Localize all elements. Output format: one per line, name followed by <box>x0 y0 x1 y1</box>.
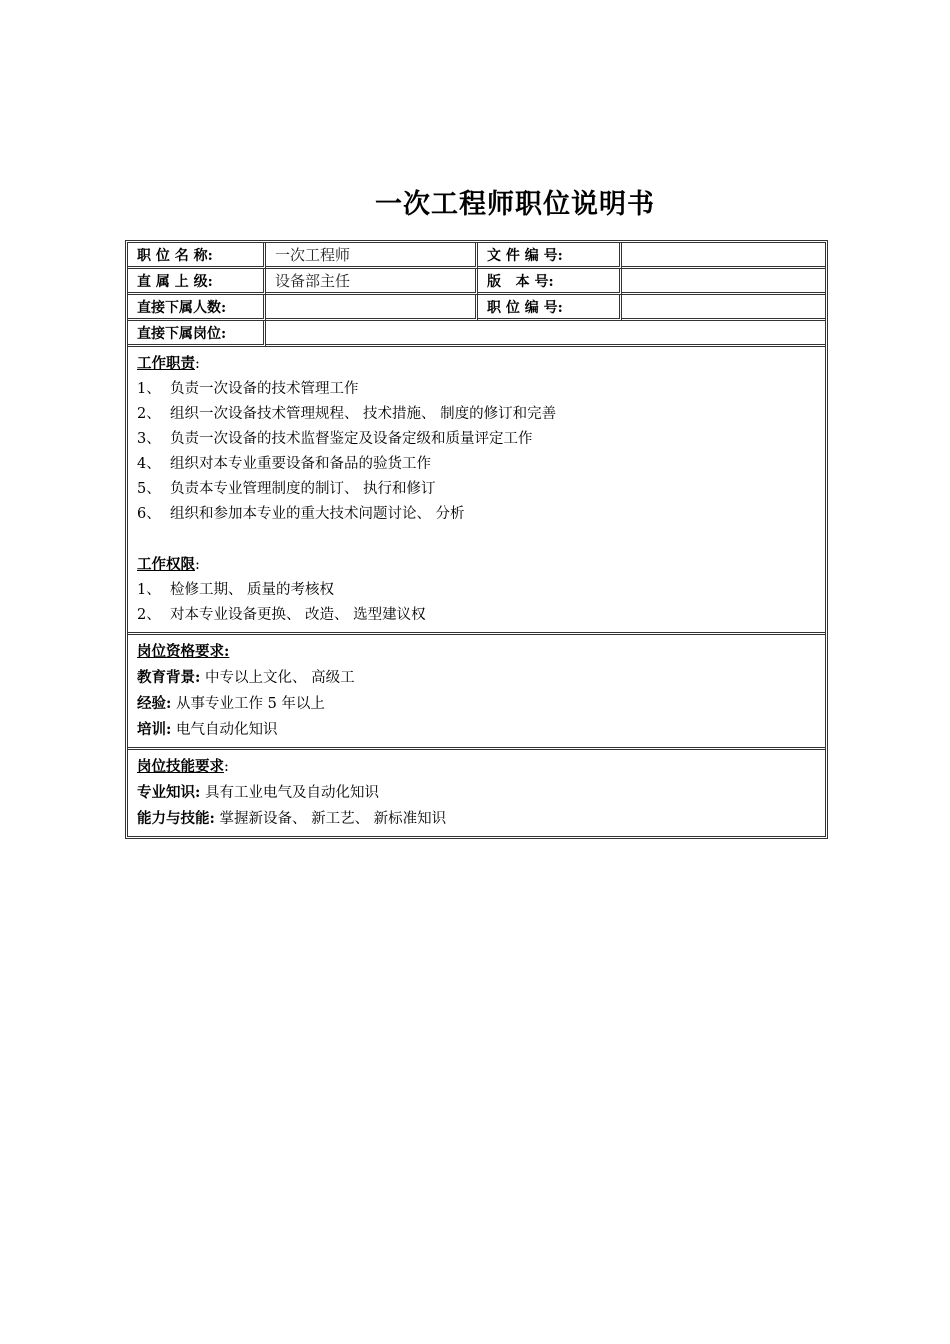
version-value <box>622 269 825 295</box>
training-row: 培训: 电气自动化知识 <box>137 721 278 738</box>
document-title: 一次工程师职位说明书 <box>375 189 655 220</box>
position-no-value <box>622 295 825 321</box>
duty-item: 4、 组织对本专业重要设备和备品的验货工作 <box>137 456 431 472</box>
knowledge-row: 专业知识: 具有工业电气及自动化知识 <box>137 784 379 801</box>
duty-item: 5、 负责本专业管理制度的制订、 执行和修订 <box>137 481 436 497</box>
authority-item: 1、 检修工期、 质量的考核权 <box>137 582 335 598</box>
duty-item: 6、 组织和参加本专业的重大技术问题讨论、 分析 <box>137 506 465 522</box>
subordinate-positions-value <box>266 321 825 347</box>
duty-item: 3、 负责一次设备的技术监督鉴定及设备定级和质量评定工作 <box>137 431 533 447</box>
skills-section <box>128 750 825 836</box>
version-label: 版 本 号: <box>478 269 622 295</box>
education-row: 教育背景: 中专以上文化、 高级工 <box>137 669 355 686</box>
experience-row: 经验: 从事专业工作 5 年以上 <box>137 695 325 712</box>
duties-authority-section <box>128 347 825 635</box>
subordinate-count-value <box>266 295 478 321</box>
authority-item: 2、 对本专业设备更换、 改造、 选型建议权 <box>137 607 426 623</box>
qualification-heading: 岗位资格要求: <box>137 643 230 660</box>
authority-heading: 工作权限: <box>137 556 200 573</box>
position-no-label: 职 位 编 号: <box>478 295 622 321</box>
ability-row: 能力与技能: 掌握新设备、 新工艺、 新标准知识 <box>137 810 447 827</box>
subordinate-count-label: 直接下属人数: <box>128 295 266 321</box>
superior-label: 直 属 上 级: <box>128 269 266 295</box>
job-description-table <box>125 240 828 839</box>
position-name-label: 职 位 名 称: <box>128 243 266 269</box>
duty-item: 2、 组织一次设备技术管理规程、 技术措施、 制度的修订和完善 <box>137 406 557 422</box>
duty-item: 1、 负责一次设备的技术管理工作 <box>137 381 359 397</box>
file-no-label: 文 件 编 号: <box>478 243 622 269</box>
section-spacer <box>137 527 816 552</box>
file-no-value <box>622 243 825 269</box>
position-name-value: 一次工程师 <box>266 243 478 269</box>
subordinate-positions-label: 直接下属岗位: <box>128 321 266 347</box>
superior-value: 设备部主任 <box>266 269 478 295</box>
skills-heading: 岗位技能要求: <box>137 758 229 775</box>
qualification-section <box>128 635 825 750</box>
duties-heading: 工作职责: <box>137 355 200 372</box>
header-grid <box>128 243 825 347</box>
